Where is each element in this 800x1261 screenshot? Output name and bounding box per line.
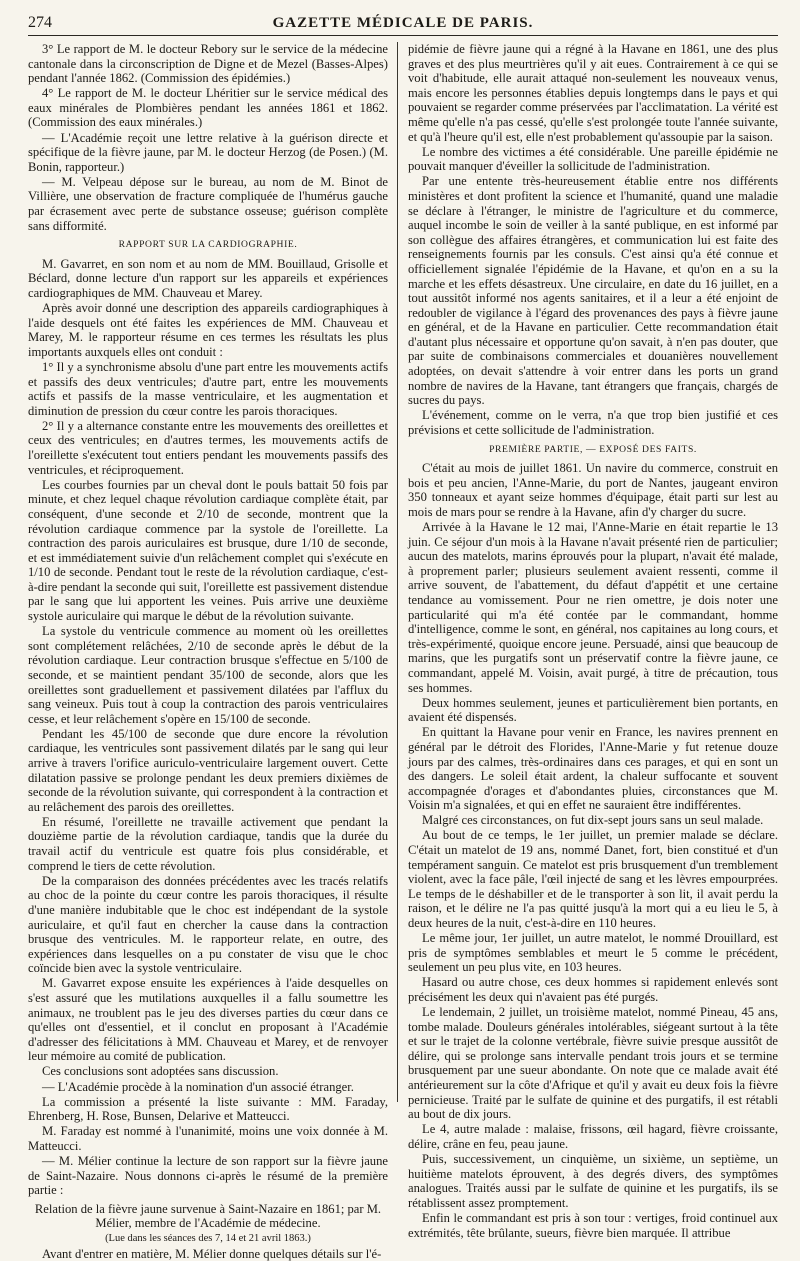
paragraph: M. Gavarret, en son nom et au nom de MM. Bouillaud, Grisolle et Béclard, donne lecture d'un rapport sur les appareils et expériences cardiographiques de MM. Chauveau et Marey. xyxy=(28,256,388,300)
paragraph: — M. Mélier continue la lecture de son rapport sur la fièvre jaune de Saint-Nazaire. Nous donnons ci-après le résumé de la première partie : xyxy=(28,1154,388,1198)
paragraph: — L'Académie reçoit une lettre relative à la guérison directe et spécifique de la fièvre jaune, par M. le docteur Herzog (de Posen.) (M. Bonin, rapporteur.) xyxy=(28,130,388,174)
paragraph: 2° Il y a alternance constante entre les mouvements des oreillettes et ceux des ventricules; en d'autres termes, les mouvements actifs de l'oreillette s'exécutent tout entiers pendant les mouvements passifs des ventricules, et réciproquement. xyxy=(28,418,388,477)
paragraph: 1° Il y a synchronisme absolu d'une part entre les mouvements actifs et passifs des deux ventricules; d'autre part, entre les mouvements actifs et passifs de la masse ventriculaire, et les augmentation et diminution de pression du cœur contre les parois thoraciques. xyxy=(28,359,388,418)
paragraph: Enfin le commandant est pris à son tour : vertiges, froid continuel aux extrémités, tête brûlante, sueurs, fièvre bien marquée. Il attribue xyxy=(408,1210,778,1240)
paragraph: Au bout de ce temps, le 1er juillet, un premier malade se déclare. C'était un matelot de 19 ans, nommé Danet, fort, bien constitué et d'un tempérament sanguin. Ce matelot est pris brusquement d'un tremblement violent, avec la face pâle, l'œil injecté de sang et les lèvres empourprées. Le temps de le déshabiller et de le transporter à son lit, il avait perdu la raison, et le délire ne l'a pas quitté jusqu'à la mort qui a eu lieu le 5, à deux heures de la nuit, c'est-à-dire en 110 heures. xyxy=(408,828,778,931)
paragraph: Le même jour, 1er juillet, un autre matelot, le nommé Drouillard, est pris de symptômes semblables et meurt le 5 comme le précédent, seulement un peu plus vite, en 103 heures. xyxy=(408,931,778,975)
paragraph: L'événement, comme on le verra, n'a que trop bien justifié et ces prévisions et cette sollicitude de l'administration. xyxy=(408,408,778,437)
page-header xyxy=(28,10,778,36)
paragraph: Le nombre des victimes a été considérable. Une pareille épidémie ne pouvait manquer d'éveiller la sollicitude de l'administration. xyxy=(408,144,778,174)
paragraph: Puis, successivement, un cinquième, un sixième, un septième, un huitième matelots éprouvent, à des degrés divers, des symptômes analogues. Traités aussi par le sulfate de quinine et les purgatifs, ils se rétablissent assez promptement. xyxy=(408,1152,778,1210)
paragraph: C'était au mois de juillet 1861. Un navire du commerce, construit en bois et peu ancien, l'Anne-Marie, du port de Nantes, jaugeant environ 350 tonneaux et ayant seize hommes d'équipage, était parti sur lest au mois de mars pour se rendre à la Havane, afin d'y charger du sucre. xyxy=(408,461,778,519)
paragraph: Les courbes fournies par un cheval dont le pouls battait 50 fois par minute, et chez lequel chaque révolution cardiaque complète était, par conséquent, d'une seconde et 2/10 de seconde, montrent que la révolution cardiaque commence par la systole de l'oreillette. La contraction des parois auriculaires est brusque, dure 1/10 de seconde, et est immédiatement suivie d'un relâchement complet qui s'exécute en 1/10 de seconde. Pendant tout le reste de la révolution cardiaque, c'est-à-dire pendant la seconde qui suit, l'oreillette est passivement distendue par le sang que lui apportent les veines. Puis arrive une deuxième systole auriculaire qui marque le début de la révolution suivante. xyxy=(28,477,388,624)
paragraph: Pendant les 45/100 de seconde que dure encore la révolution cardiaque, les ventricules sont passivement dilatés par le sang qui leur arrive à travers l'orifice auriculo-ventriculaire largement ouvert. Cette dilatation passive se prolonge pendant les deux premiers dixièmes de seconde de la révolution suivante, qui correspondent à la contraction et au relâchement des parois des oreillettes. xyxy=(28,726,388,814)
paragraph: — L'Académie procède à la nomination d'un associé étranger. xyxy=(42,1079,354,1094)
column-divider xyxy=(397,42,398,1102)
paragraph: M. Faraday est nommé à l'unanimité, moins une voix donnée à M. Matteucci. xyxy=(28,1124,388,1153)
paragraph: En résumé, l'oreillette ne travaille activement que pendant la douzième partie de la révolution cardiaque, tandis que la durée du travail actif du ventricule est quatre fois plus considérable, et comprend le tiers de cette révolution. xyxy=(28,814,388,873)
paragraph: Hasard ou autre chose, ces deux hommes si rapidement enlevés sont précisément les deux qui n'avaient pas été purgés. xyxy=(408,975,778,1004)
paragraph: — M. Velpeau dépose sur le bureau, au nom de M. Binot de Villière, une observation de fracture compliquée de l'humérus gauche par écrasement avec perte de substance osseuse; guérison complète sans difformité. xyxy=(28,174,388,233)
paragraph: 3° Le rapport de M. le docteur Rebory sur le service de la médecine cantonale dans la circonscription de Digne et de Mezel (Basses-Alpes) pendant l'année 1862. (Commission des épidémies.) xyxy=(28,42,388,86)
paragraph: M. Gavarret expose ensuite les expériences à l'aide desquelles on s'est assuré que les mutilations auxquelles il a fallu soumettre les animaux, ne troublent pas le jeu des diverses parties du cœur dans ce qu'elles ont d'essentiel, et il conclut en proposant à l'Académie d'adresser des félicitations à MM. Chauveau et Marey, et de renvoyer leur mémoire au comité de publication. xyxy=(28,976,388,1064)
paragraph: De la comparaison des données précédentes avec les tracés relatifs au choc de la pointe du cœur contre les parois thoraciques, il résulte d'une manière indubitable que le choc est indépendant de la systole auriculaire, et qu'il faut en chercher la cause dans la contraction brusque des ventricules. M. le rapporteur relate, en outre, des expériences dans lesquelles on a pu constater de visu que le choc coïncide bien avec la systole ventriculaire. xyxy=(28,873,388,976)
paragraph: Le 4, autre malade : malaise, frissons, œil hagard, fièvre croissante, délire, crâne en feu, peau jaune. xyxy=(408,1122,778,1151)
paragraph: 4° Le rapport de M. le docteur Lhéritier sur le service médical des eaux minérales de Plombières pendant les années 1861 et 1862. (Commission des eaux minérales.) xyxy=(28,86,388,130)
paragraph: pidémie de fièvre jaune qui a régné à la Havane en 1861, une des plus graves et des plus meurtrières qu'il y ait eues. Contrairement à ce qui se voit d'habitude, elle aurait attaqué non-seulement les nouveaux venus, mais encore les personnes établies depuis longtemps dans le pays et qui pouvaient se regarder comme préservées par l'acclimatation. La vérité est même qu'elle n'a pas cessé, qu'elle s'est prolongée toute l'année suivante, et qu'à l'heure qu'il est, elle n'est probablement qu'assoupie par la saison. xyxy=(408,42,778,144)
paragraph: Ces conclusions sont adoptées sans discussion. xyxy=(42,1064,279,1079)
paragraph: Arrivée à la Havane le 12 mai, l'Anne-Marie en était repartie le 13 juin. Ce séjour d'un mois à la Havane n'avait présenté rien de particulier; aucun des matelots, marins éprouvés pour la plupart, n'avait été malade, à proprement parler; plusieurs seulement avaient ressenti, comme il arrive souvent, de l'abattement, du défaut d'appétit et une certaine tendance au vomissement. Pour ne rien omettre, je dois noter une particularité qui m'a été contée par le commandant, homme d'intelligence, comme le sont, en général, nos capitaines au long cours, et très-expérimenté, quoique encore jeune. Persuadé, ainsi que beaucoup de marins, que les purgatifs sont un préservatif contre la fièvre jaune, ce commandant, appelé M. Voisin, avait purgé, à titre de précaution, tous ses hommes. xyxy=(408,520,778,695)
session-note: (Lue dans les séances des 7, 14 et 21 avril 1863.) xyxy=(105,1232,311,1244)
article-title: Relation de la fièvre jaune survenue à Saint-Nazaire en 1861; par M. Mélier, membre de l'Académie de médecine. xyxy=(34,1201,382,1231)
paragraph: Par une entente très-heureusement établie entre nos différents ministères et dont profitent la science et l'humanité, quand une maladie se déclare à l'étranger, le ministre de l'agriculture et du commerce, auquel incombe le soin de veiller à la santé publique, en est informé par son collègue des affaires étrangères, et communication lui est faite des renseignements fournis par les consuls. C'est ainsi qu'a été connue et officiellement signalée l'épidémie de la Havane, et qu'on en a su la marche et les effets désastreux. Une circulaire, en date du 16 juillet, en a tout aussitôt informé nos agents sanitaires, et il a leur a été enjoint de redoubler de vigilance à l'égard des provenances des pays à fièvre jaune en général, et de la Havane en particulier. Cette recommandation était d'autant plus nécessaire et opportune qu'on savait, à n'en pas douter, que par suite de combinaisons commerciales et douanières nouvellement adoptées, on devait s'attendre à voir entrer dans les ports un grand nombre de navires de la Havane, tant étrangers que français, chargés de sucres du pays. xyxy=(408,174,778,408)
journal-title: GAZETTE MÉDICALE DE PARIS. xyxy=(272,15,534,31)
paragraph: En quittant la Havane pour venir en France, les navires prennent en général par le détroit des Florides, l'Anne-Marie y fut retenue douze jours par des calmes, très-ordinaires dans ces parages, et qui en sont un des dangers. Le soleil était ardent, la chaleur suffocante et souvent accompagnée d'orages et d'abondantes pluies, circonstances que M. Voisin m'a signalées, et qui en effet ne sauraient être indifférentes. xyxy=(408,725,778,813)
paragraph: Le lendemain, 2 juillet, un troisième matelot, nommé Pineau, 45 ans, tombe malade. Douleurs générales intolérables, siégeant surtout à la tête et sur le trajet de la colonne vertébrale, fièvre suivie presque aussitôt de délire, qui se prolonge sans intervalle pendant trois jours et se termine brusquement par une sueur abondante. On note que ce malade avait été antérieurement sur la côte d'Afrique et qu'il y avait eu deux fois la fièvre pernicieuse. Traité par le sulfate de quinine et des purgatifs, il est rétabli au bout de dix jours. xyxy=(408,1005,778,1122)
paragraph: Deux hommes seulement, jeunes et particulièrement bien portants, en avaient été dispensés. xyxy=(408,695,778,725)
section-heading: RAPPORT SUR LA CARDIOGRAPHIE. xyxy=(118,239,298,251)
paragraph: Avant d'entrer en matière, M. Mélier donne quelques détails sur l'é- xyxy=(42,1246,382,1261)
paragraph: Malgré ces circonstances, on fut dix-sept jours sans un seul malade. xyxy=(422,813,764,828)
right-column xyxy=(408,42,778,1240)
paragraph: La commission a présenté la liste suivante : MM. Faraday, Ehrenberg, H. Rose, Bunsen, Delarive et Matteucci. xyxy=(28,1094,388,1124)
left-column xyxy=(28,42,388,1261)
paragraph: Après avoir donné une description des appareils cardiographiques à l'aide desquels ont été faites les expériences de MM. Chauveau et Marey, M. le rapporteur résume en ces termes les résultats les plus importants auxquels elles ont conduit : xyxy=(28,301,388,359)
page-number: 274 xyxy=(28,14,52,31)
paragraph: La systole du ventricule commence au moment où les oreillettes sont complétement relâchées, 2/10 de seconde après le début de la révolution cardiaque. Leur contraction brusque s'effectue en 5/100 de seconde, et se maintient pendant 35/100 de seconde, alors que les oreillettes sont graduellement et passivement dilatées par l'afflux du sang veineux. Puis tout à coup la contraction des parois ventriculaires cesse, et leur relâchement s'opère en 15/100 de seconde. xyxy=(28,624,388,726)
section-heading: PREMIÈRE PARTIE, — EXPOSÉ DES FAITS. xyxy=(489,443,697,455)
